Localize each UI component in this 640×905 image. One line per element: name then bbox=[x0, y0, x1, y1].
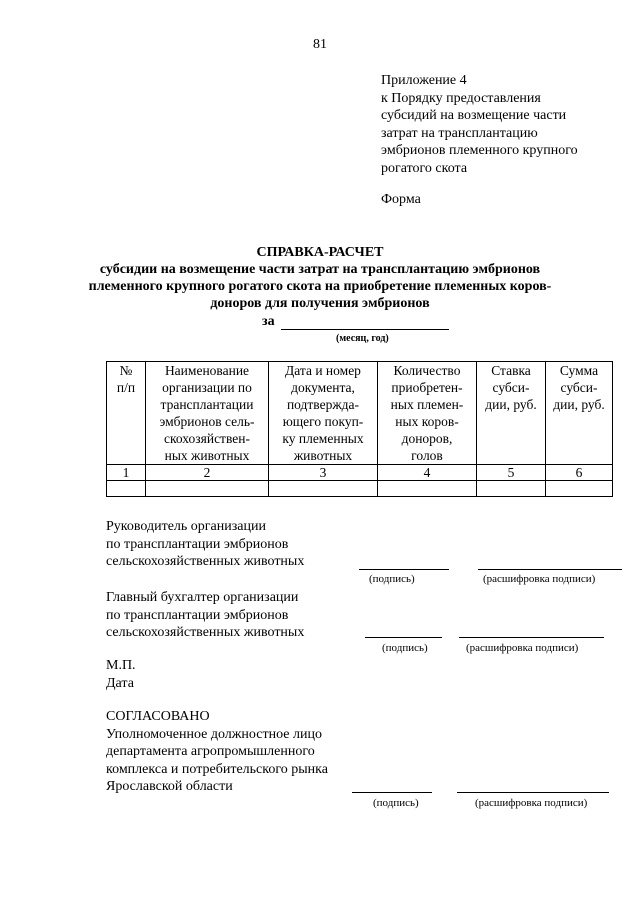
column-number: 2 bbox=[146, 465, 269, 481]
table-cell[interactable] bbox=[269, 481, 378, 497]
period-prefix: за bbox=[262, 314, 275, 329]
accountant-sign-line[interactable] bbox=[365, 637, 442, 638]
table-cell[interactable] bbox=[107, 481, 146, 497]
accountant-sign-caption: (подпись) bbox=[382, 642, 428, 654]
appendix-line: Приложение 4 bbox=[381, 73, 467, 88]
title-heading: СПРАВКА-РАСЧЕТ bbox=[256, 245, 384, 260]
header-cell-number: № п/п bbox=[107, 362, 146, 465]
appendix-line: затрат на трансплантацию bbox=[381, 125, 538, 141]
accountant-decode-caption: (расшифровка подписи) bbox=[466, 642, 579, 654]
head-signature-label: Руководитель организации по трансплантации эмбрионов сельскохозяйственных животных bbox=[106, 519, 305, 569]
approval-decode-caption: (расшифровка подписи) bbox=[475, 797, 588, 809]
table-row bbox=[107, 481, 613, 497]
title-line: доноров для получения эмбрионов bbox=[210, 296, 430, 311]
column-number: 3 bbox=[269, 465, 378, 481]
table-header-row bbox=[107, 362, 613, 465]
stamp-label: М.П. bbox=[106, 658, 136, 673]
header-cell-document: Дата и номер документа, подтвержда- ющего покуп- ку племенных животных bbox=[269, 362, 378, 465]
column-number: 5 bbox=[477, 465, 546, 481]
period-field bbox=[262, 314, 449, 330]
appendix-note bbox=[381, 72, 631, 177]
table-cell[interactable] bbox=[378, 481, 477, 497]
table-cell[interactable] bbox=[146, 481, 269, 497]
header-cell-rate: Ставка субси- дии, руб. bbox=[477, 362, 546, 465]
table-cell[interactable] bbox=[477, 481, 546, 497]
column-number: 4 bbox=[378, 465, 477, 481]
appendix-line: к Порядку предоставления bbox=[381, 90, 541, 106]
appendix-line: эмбрионов племенного крупного bbox=[381, 143, 578, 158]
table-cell[interactable] bbox=[546, 481, 613, 497]
head-sign-line[interactable] bbox=[359, 569, 449, 570]
title-line: субсидии на возмещение части затрат на трансплантацию эмбрионов bbox=[99, 262, 541, 277]
approval-sign-caption: (подпись) bbox=[373, 797, 419, 809]
stamp-date bbox=[106, 657, 136, 692]
period-caption: (месяц, год) bbox=[336, 333, 389, 344]
head-decode-caption: (расшифровка подписи) bbox=[483, 573, 596, 585]
accountant-decode-line[interactable] bbox=[459, 637, 604, 638]
column-number: 1 bbox=[107, 465, 146, 481]
document-title bbox=[0, 244, 640, 312]
date-label: Дата bbox=[106, 675, 134, 691]
title-line: племенного крупного рогатого скота на приобретение племенных коров- bbox=[88, 279, 552, 294]
accountant-signature-label: Главный бухгалтер организации по трансплантации эмбрионов сельскохозяйственных животных bbox=[106, 590, 305, 640]
appendix-line: рогатого скота bbox=[381, 160, 468, 176]
header-cell-quantity: Количество приобретен- ных племен- ных коров- доноров, голов bbox=[378, 362, 477, 465]
head-decode-line[interactable] bbox=[478, 569, 622, 570]
approval-block: СОГЛАСОВАНО Уполномоченное должностное лицо департамента агропромышленного комплекса и потребительского рынка Ярославской области bbox=[106, 709, 328, 794]
form-label: Форма bbox=[381, 192, 421, 207]
header-cell-organization: Наименование организации по трансплантации эмбрионов сель- скохозяйствен- ных животных bbox=[146, 362, 269, 465]
head-sign-caption: (подпись) bbox=[369, 573, 415, 585]
approval-sign-line[interactable] bbox=[352, 792, 432, 793]
appendix-line: субсидий на возмещение части bbox=[381, 108, 567, 123]
calculation-table bbox=[106, 361, 613, 497]
period-blank[interactable] bbox=[281, 314, 449, 330]
table-number-row bbox=[107, 465, 613, 481]
approval-heading: СОГЛАСОВАНО bbox=[106, 709, 210, 724]
column-number: 6 bbox=[546, 465, 613, 481]
header-cell-sum: Сумма субси- дии, руб. bbox=[546, 362, 613, 465]
approval-decode-line[interactable] bbox=[457, 792, 609, 793]
page-number: 81 bbox=[313, 37, 327, 52]
